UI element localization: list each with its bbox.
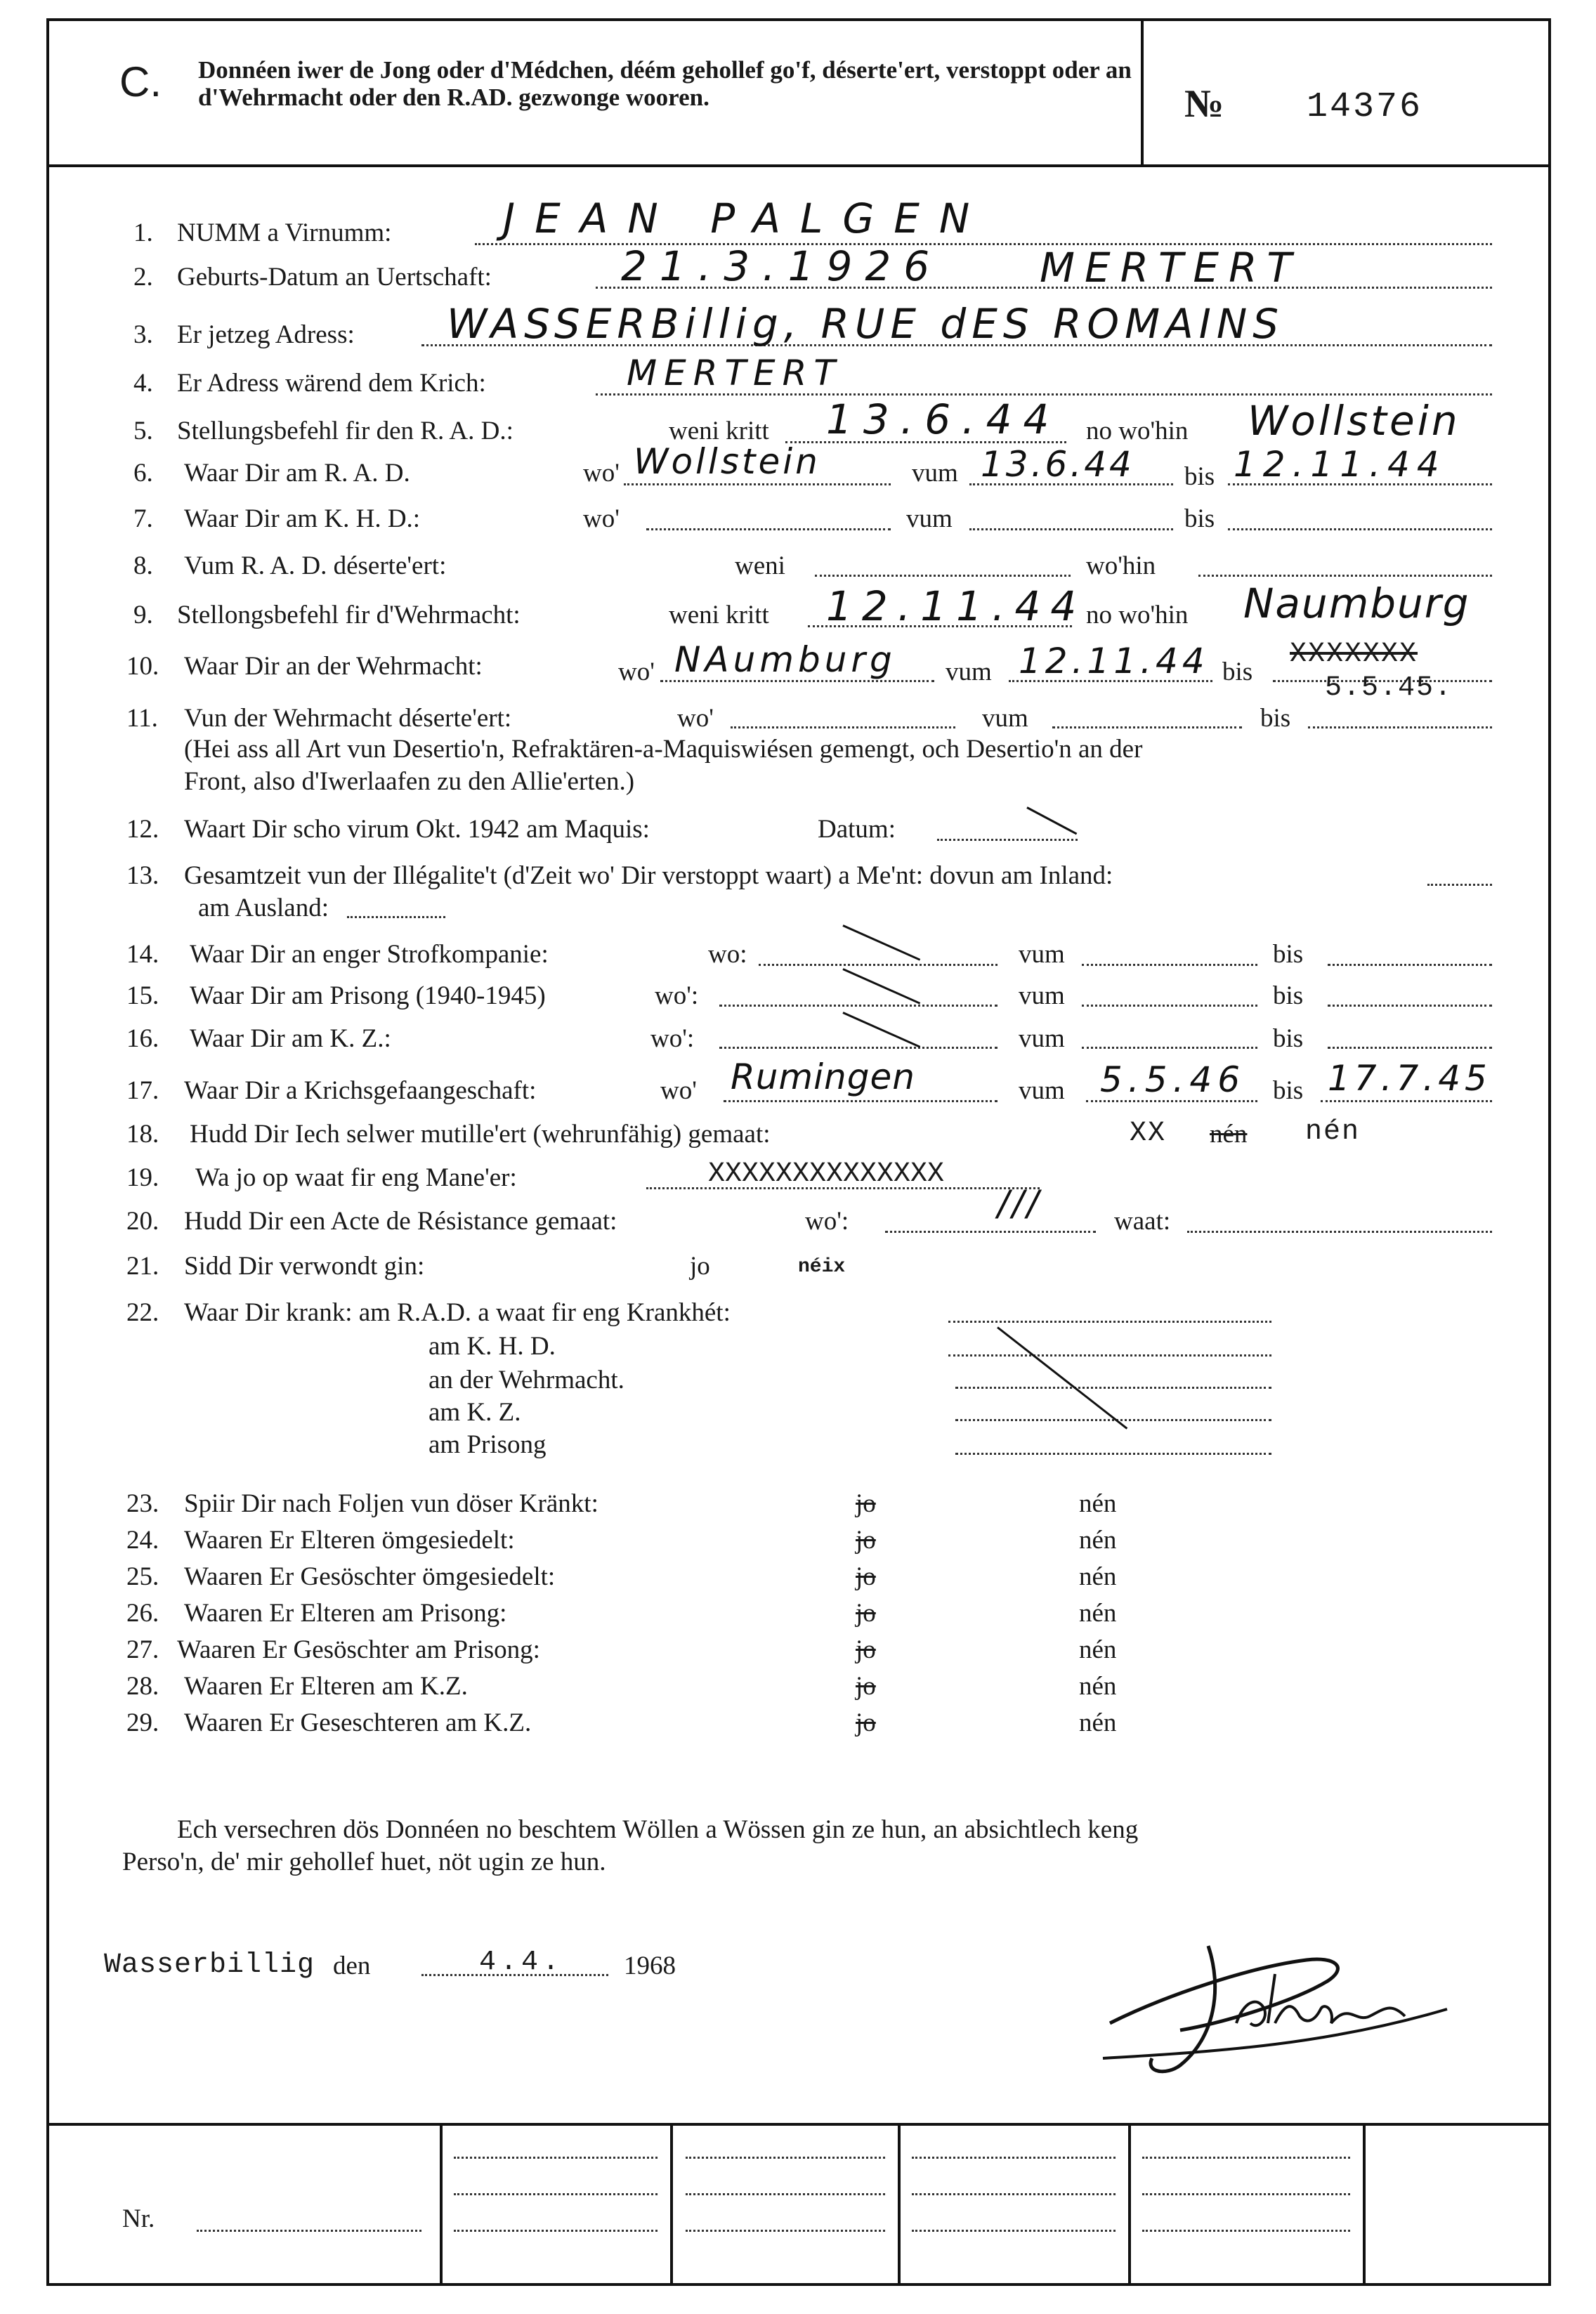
line-number: 13. [126,861,159,890]
pow-from: 5.5.46 [1100,1059,1246,1100]
wehrmacht-order-weni-label: weni kritt [669,601,769,629]
yesno-jo-struck: jo [856,1708,876,1737]
form-section-letter: C. [119,58,162,105]
footer-divider [670,2123,673,2283]
rad-order-wohin-label: no wo'hin [1086,417,1189,445]
prisong-vum-line [1082,1005,1257,1007]
sign-den-label: den [333,1952,371,1980]
khd-label: Waar Dir am K. H. D.: [184,504,421,533]
line-number: 4. [133,369,153,398]
pow-bis-line [1321,1100,1492,1102]
yesno-nen: nén [1079,1672,1117,1701]
kz-bis-line [1328,1047,1492,1049]
war-address-value: MERTERT [627,353,842,393]
illness-line-1 [948,1354,1271,1357]
footer-nr-label: Nr. [122,2204,155,2233]
yesno-jo-struck: jo [856,1489,876,1518]
yesno-label: Waaren Er Elteren am K.Z. [184,1672,468,1701]
sign-date: 4.4. [479,1947,564,1978]
rad-desert-wohin-line [1198,575,1492,577]
footer-cell-line [912,2230,1116,2232]
rad-order-weni-label: weni kritt [669,417,769,445]
wehrmacht-service-vum-label: vum [946,658,992,686]
mutilation-nen-struck: nén [1210,1120,1248,1149]
prisong-wo-line [719,1005,998,1007]
mutilation-how-label: Wa jo op waat fir eng Mane'er: [195,1163,517,1192]
wehrmacht-service-from: 12.11.44 [1019,641,1209,681]
line-number: 9. [133,601,153,629]
line-number: 24. [126,1526,159,1555]
kz-wo-line [719,1047,998,1049]
yesno-nen: nén [1079,1526,1117,1555]
illness-label: Waar Dir krank: am R.A.D. a waat fir eng Krankhét: [184,1298,731,1327]
wehrmacht-order-place: Naumburg [1243,580,1470,627]
maquis-label: Waart Dir scho virum Okt. 1942 am Maquis: [184,815,650,844]
footer-cell-line [1142,2157,1350,2159]
illness-line-0 [948,1321,1271,1323]
yesno-label: Spiir Dir nach Foljen vun döser Kränkt: [184,1489,598,1518]
line-number: 6. [133,459,153,488]
footer-top-line [46,2123,1551,2126]
rad-order-place: Wollstein [1248,397,1460,445]
khd-vum-label: vum [906,504,953,533]
yesno-label: Waaren Er Elteren am Prisong: [184,1599,507,1628]
mutilation-nen: nén [1305,1116,1361,1148]
strofkompanie-vum-line [1082,964,1257,966]
footer-divider [898,2123,901,2283]
strofkompanie-wo-line [759,964,998,966]
wehrmacht-order-date: 12.11.44 [826,582,1087,630]
rad-desert-label: Vum R. A. D. déserte'ert: [184,551,447,580]
footer-cell-line [686,2157,885,2159]
footer-divider [1128,2123,1131,2283]
desertion-note-1: (Hei ass all Art vun Desertio'n, Refraktären-a-Maquiswiésen gemengt, och Desertio'n an der [184,735,1143,764]
footer-grid [46,2123,1551,2286]
sign-year: 1968 [624,1952,676,1980]
yesno-jo-struck: jo [856,1562,876,1591]
line-number: 27. [126,1635,159,1664]
prisong-label: Waar Dir am Prisong (1940-1945) [190,981,546,1010]
yesno-nen: nén [1079,1708,1117,1737]
kz-vum-line [1082,1047,1257,1049]
maquis-datum-line [937,839,1078,841]
illegality-abroad-label: am Ausland: [198,894,329,922]
pow-wo-line [724,1100,998,1102]
line-number: 8. [133,551,153,580]
line-number: 23. [126,1489,159,1518]
line-number: 19. [126,1163,159,1192]
rad-order-date: 13.6.44 [826,396,1061,443]
wehrmacht-order-wohin-label: no wo'hin [1086,601,1189,629]
address-label: Er jetzeg Adress: [177,320,355,349]
illness-sub-wehrmacht: an der Wehrmacht. [429,1366,624,1394]
yesno-nen: nén [1079,1599,1117,1628]
resistance-waat-line [1187,1231,1492,1233]
khd-wo-label: wo' [583,504,620,533]
rad-service-place: Wollstein [634,441,820,482]
line-number: 15. [126,981,159,1010]
yesno-jo-struck: jo [856,1635,876,1664]
wehrmacht-desert-label: Vun der Wehrmacht déserte'ert: [184,704,512,733]
wehrmacht-service-to: 5.5.45. [1325,672,1453,704]
pow-vum-label: vum [1019,1076,1065,1105]
yesno-jo-struck: jo [856,1599,876,1628]
yesno-nen: nén [1079,1635,1117,1664]
illegality-label: Gesamtzeit vun der Illégalite't (d'Zeit wo' Dir verstoppt waart) a Me'nt: dovun am Inland: [184,861,1113,890]
line-number: 26. [126,1599,159,1628]
pow-place: Rumingen [731,1057,915,1097]
footer-cell-line [454,2193,658,2195]
wehrmacht-desert-bis-label: bis [1260,704,1291,733]
header-divider-horizontal [46,164,1551,167]
resistance-label: Hudd Dir een Acte de Résistance gemaat: [184,1207,617,1236]
khd-vum-line [969,528,1173,530]
line-number: 18. [126,1120,159,1149]
kz-bis-label: bis [1273,1024,1304,1053]
line-number: 11. [126,704,158,733]
declaration-line-2: Perso'n, de' mir gehollef huet, nöt ugin ze hun. [122,1848,606,1876]
line-number: 3. [133,320,153,349]
line-number: 16. [126,1024,159,1053]
wehrmacht-desert-vum-line [1052,726,1242,728]
name-value: JEAN PALGEN [503,195,990,242]
kz-vum-label: vum [1019,1024,1065,1053]
mutilation-label: Hudd Dir Iech selwer mutille'ert (wehrunfähig) gemaat: [190,1120,771,1149]
wehrmacht-service-label: Waar Dir an der Wehrmacht: [184,652,483,681]
resistance-wo-label: wo': [805,1207,849,1236]
wehrmacht-desert-wo-label: wo' [677,704,714,733]
rad-service-wo-label: wo' [583,459,620,488]
birth-date-value: 21.3.1926 [621,242,943,290]
pow-to: 17.7.45 [1328,1058,1491,1099]
rad-service-to: 12.11.44 [1234,444,1446,485]
footer-cell-line [454,2157,658,2159]
illness-line-2 [955,1387,1271,1389]
resistance-wo-line [885,1231,1096,1233]
line-number: 29. [126,1708,159,1737]
kz-wo-label: wo': [650,1024,695,1053]
kz-label: Waar Dir am K. Z.: [190,1024,391,1053]
yesno-label: Waaren Er Gesöschter ömgesiedelt: [184,1562,556,1591]
yesno-label: Waaren Er Geseschteren am K.Z. [184,1708,532,1737]
sign-place: Wasserbillig [104,1949,315,1981]
name-label: NUMM a Virnumm: [177,218,392,247]
illness-sub-kz: am K. Z. [429,1398,521,1427]
wehrmacht-service-bis-label: bis [1222,658,1253,686]
wehrmacht-service-struck: XXXXXXX [1290,639,1418,670]
wounded-nen: néix [798,1256,846,1278]
prisong-bis-label: bis [1273,981,1304,1010]
yesno-nen: nén [1079,1562,1117,1591]
signature-image [1082,1918,1475,2086]
footer-cell-line [1142,2193,1350,2195]
rad-service-vum-label: vum [912,459,958,488]
rad-desert-wohin-label: wo'hin [1086,551,1156,580]
illness-line-4 [955,1453,1271,1455]
form-number: 14376 [1307,87,1423,127]
strofkompanie-bis-label: bis [1273,940,1304,969]
wounded-jo: jo [690,1252,710,1281]
wehrmacht-desert-bis-line [1308,726,1492,728]
strofkompanie-label: Waar Dir an enger Strofkompanie: [190,940,549,969]
wehrmacht-service-wo-label: wo' [618,658,655,686]
khd-wo-line [646,528,891,530]
wehrmacht-service-place: NAumburg [674,639,896,680]
form-title: Donnéen iwer de Jong oder d'Médchen, déém gehollef go'f, déserte'ert, verstoppt oder an d'Wehrmacht oder den R.AD. gezwonge wooren. [198,56,1132,111]
line-number: 5. [133,417,153,445]
birth-label: Geburts-Datum an Uertschaft: [177,263,492,292]
wehrmacht-service-wo-line [660,680,934,682]
line-number: 14. [126,940,159,969]
line-number: 1. [133,218,153,247]
khd-bis-line [1228,528,1492,530]
illegality-abroad-line [347,916,445,918]
yesno-jo-struck: jo [856,1672,876,1701]
strofkompanie-vum-label: vum [1019,940,1065,969]
footer-cell-line [912,2193,1116,2195]
rad-desert-weni-label: weni [735,551,785,580]
footer-divider [1363,2123,1366,2283]
line-number: 20. [126,1207,159,1236]
resistance-mark: /// [998,1183,1042,1224]
rad-desert-weni-line [815,575,1071,577]
illness-sub-prisong: am Prisong [429,1430,547,1459]
line-number: 22. [126,1298,159,1327]
birth-place-value: MERTERT [1040,244,1302,292]
war-address-label: Er Adress wärend dem Krich: [177,369,486,398]
wounded-label: Sidd Dir verwondt gin: [184,1252,425,1281]
footer-divider [440,2123,443,2283]
pow-bis-label: bis [1273,1076,1304,1105]
pow-label: Waar Dir a Krichsgefaangeschaft: [184,1076,537,1105]
footer-cell-line [454,2230,658,2232]
yesno-label: Waaren Er Elteren ömgesiedelt: [184,1526,515,1555]
line-number: 17. [126,1076,159,1105]
line-number: 28. [126,1672,159,1701]
wehrmacht-desert-vum-label: vum [982,704,1028,733]
rad-service-wo-line [624,483,891,485]
mutilation-xx: XX [1130,1118,1167,1149]
resistance-waat-label: waat: [1114,1207,1171,1236]
prisong-wo-label: wo': [655,981,699,1010]
line-number: 2. [133,263,153,292]
rad-service-label: Waar Dir am R. A. D. [184,459,410,488]
pow-vum-line [1086,1100,1257,1102]
mutilation-how-value: XXXXXXXXXXXXXX [708,1158,945,1190]
line-number: 12. [126,815,159,844]
line-number: 10. [126,652,159,681]
footer-cell-line [1142,2230,1350,2232]
number-sign: № [1184,82,1224,126]
line-number: 7. [133,504,153,533]
footer-cell-line [686,2230,885,2232]
declaration-line-1: Ech versechren dös Donnéen no beschtem Wöllen a Wössen gin ze hun, an absichtlech keng [177,1815,1139,1844]
rad-service-from: 13.6.44 [981,444,1134,485]
footer-nr-line [197,2230,421,2232]
prisong-vum-label: vum [1019,981,1065,1010]
yesno-jo-struck: jo [856,1526,876,1555]
wehrmacht-desert-wo-line [731,726,955,728]
khd-bis-label: bis [1184,504,1215,533]
desertion-note-2: Front, also d'Iwerlaafen zu den Allie'erten.) [184,767,635,796]
header-divider-vertical [1141,21,1144,166]
line-number: 25. [126,1562,159,1591]
maquis-datum-label: Datum: [818,815,896,844]
rad-order-label: Stellungsbefehl fir den R. A. D.: [177,417,514,445]
rad-service-bis-label: bis [1184,462,1215,491]
yesno-label: Waaren Er Gesöschter am Prisong: [177,1635,540,1664]
strofkompanie-bis-line [1328,964,1492,966]
pow-wo-label: wo' [660,1076,697,1105]
wehrmacht-order-label: Stellongsbefehl fir d'Wehrmacht: [177,601,521,629]
strofkompanie-wo-label: wo: [708,940,747,969]
footer-cell-line [686,2193,885,2195]
line-number: 21. [126,1252,159,1281]
yesno-nen: nén [1079,1489,1117,1518]
illegality-inland-line [1427,884,1492,886]
footer-cell-line [912,2157,1116,2159]
address-value: WASSERBillig, RUE dES ROMAINS [447,300,1285,348]
illness-sub-khd: am K. H. D. [429,1332,556,1361]
prisong-bis-line [1328,1005,1492,1007]
